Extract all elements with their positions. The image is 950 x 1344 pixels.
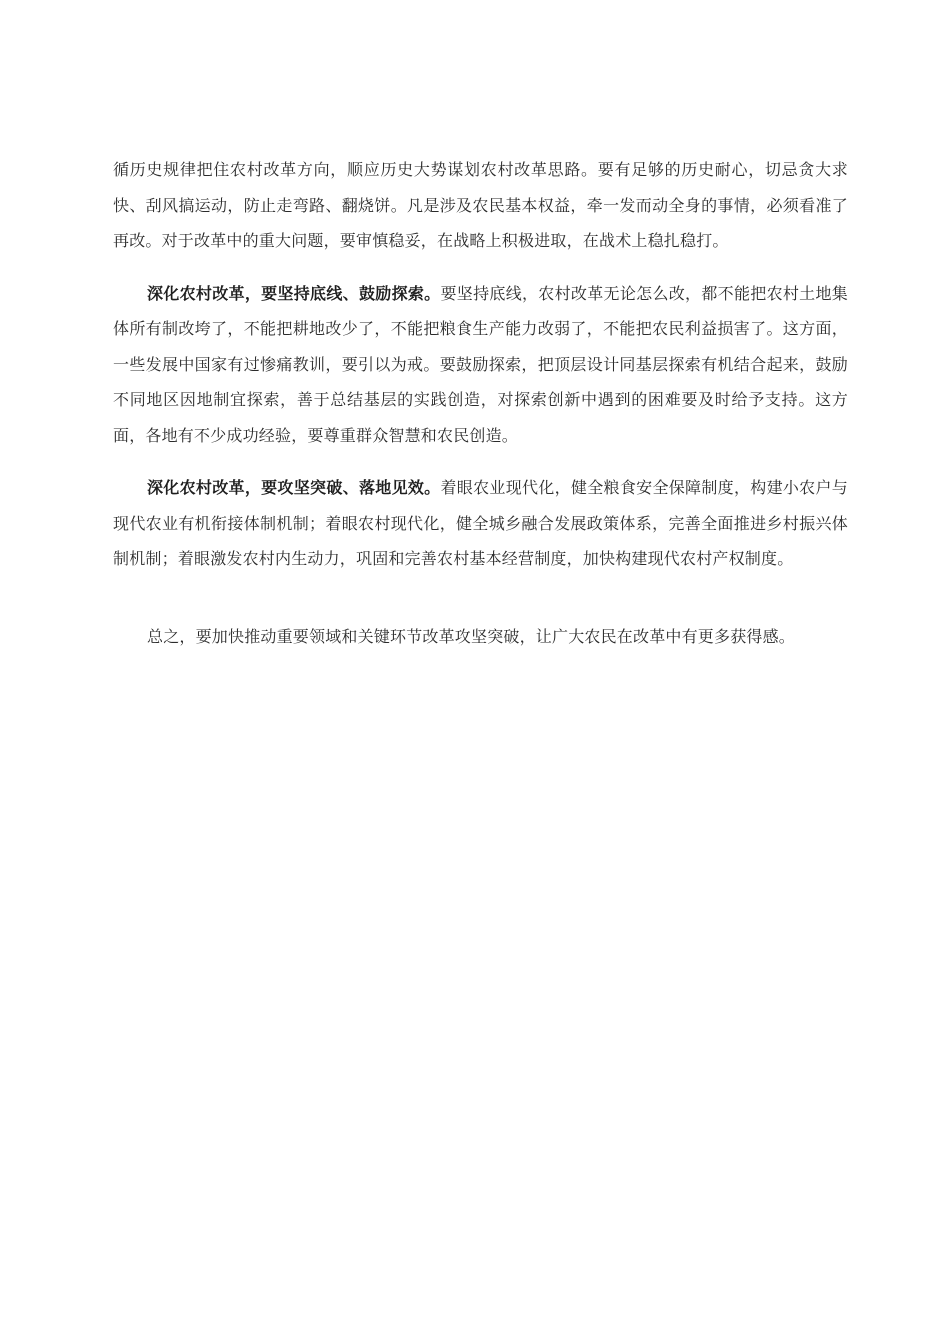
spacer xyxy=(113,594,848,619)
paragraph-lead: 深化农村改革，要坚持底线、鼓励探索。 xyxy=(147,283,441,303)
paragraph-lead: 深化农村改革，要攻坚突破、落地见效。 xyxy=(147,478,441,497)
document-body xyxy=(113,152,848,671)
paragraph-text: 着眼农业现代化，健全粮食安全保障制度，构建小农户与现代农业有机衔接体制机制；着眼农村现代化，健全城乡融合发展政策体系，完善全面推进乡村振兴体制机制；着眼激发农村内生动力，巩固和完善农村基本经营制度，加快构建现代农村产权制度。 xyxy=(113,478,848,568)
paragraph-breakthrough xyxy=(113,470,848,577)
paragraph-history xyxy=(113,152,848,259)
paragraph-conclusion xyxy=(113,619,848,655)
paragraph-text: 总之，要加快推动重要领域和关键环节改革攻坚突破，让广大农民在改革中有更多获得感。 xyxy=(147,626,796,646)
paragraph-text: 循历史规律把住农村改革方向，顺应历史大势谋划农村改革思路。要有足够的历史耐心，切忌贪大求快、刮风搞运动，防止走弯路、翻烧饼。凡是涉及农民基本权益，牵一发而动全身的事情，必须看准了再改。对于改革中的重大问题，要审慎稳妥，在战略上积极进取，在战术上稳扎稳打。 xyxy=(113,160,848,250)
paragraph-text: 要坚持底线，农村改革无论怎么改，都不能把农村土地集体所有制改垮了，不能把耕地改少了，不能把粮食生产能力改弱了，不能把农民利益损害了。这方面，一些发展中国家有过惨痛教训，要引以为戒。要鼓励探索，把顶层设计同基层探索有机结合起来，鼓励不同地区因地制宜探索，善于总结基层的实践创造，对探索创新中遇到的困难要及时给予支持。这方面，各地有不少成功经验，要尊重群众智慧和农民创造。 xyxy=(113,283,848,445)
paragraph-bottom-line xyxy=(113,276,848,454)
